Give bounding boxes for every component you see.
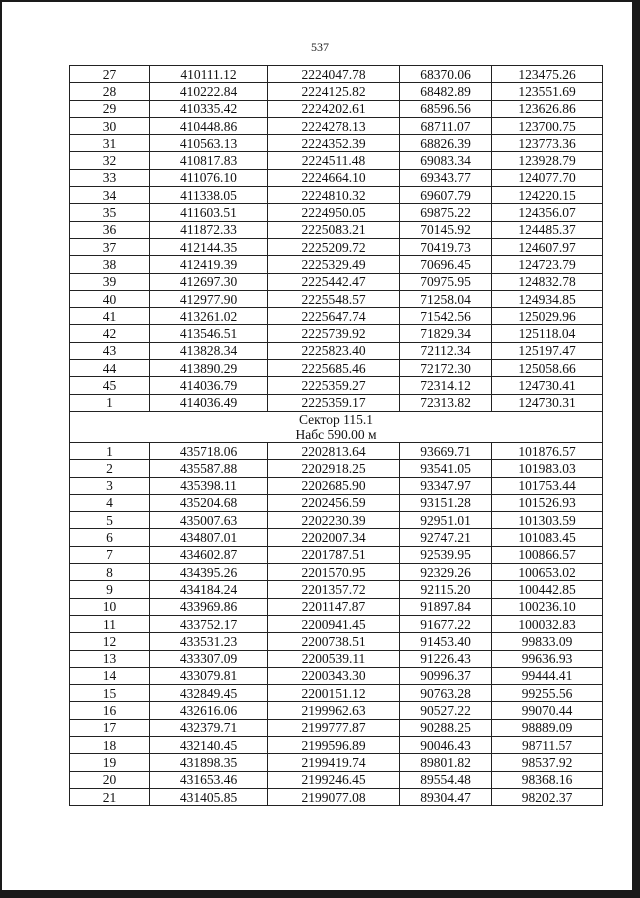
section-title: Сектор 115.1 xyxy=(298,411,373,427)
table-cell: 100032.83 xyxy=(492,615,603,632)
page-number: 537 xyxy=(311,40,329,54)
table-cell: 2225329.49 xyxy=(268,256,400,273)
table-cell: 2225359.27 xyxy=(268,377,400,394)
table-cell: 125118.04 xyxy=(492,325,603,342)
table-cell: 123551.69 xyxy=(492,83,603,100)
table-cell: 93151.28 xyxy=(400,494,492,511)
table-cell: 2224664.10 xyxy=(268,169,400,186)
table-cell: 20 xyxy=(70,771,150,788)
table-cell: 92329.26 xyxy=(400,564,492,581)
table-cell: 32 xyxy=(70,152,150,169)
table-cell: 414036.49 xyxy=(150,394,268,411)
table-cell: 100653.02 xyxy=(492,564,603,581)
table-cell: 42 xyxy=(70,325,150,342)
table-cell: 125197.47 xyxy=(492,342,603,359)
table-cell: 413828.34 xyxy=(150,342,268,359)
table-row xyxy=(70,581,603,598)
table-cell: 93541.05 xyxy=(400,460,492,477)
table-cell: 91677.22 xyxy=(400,615,492,632)
table-cell: 435718.06 xyxy=(150,442,268,459)
table-cell: 431653.46 xyxy=(150,771,268,788)
table-cell: 71542.56 xyxy=(400,308,492,325)
table-row xyxy=(70,494,603,511)
table-cell: 5 xyxy=(70,512,150,529)
table-row xyxy=(70,83,603,100)
table-cell: 37 xyxy=(70,238,150,255)
table-cell: 2199777.87 xyxy=(268,719,400,736)
table-row xyxy=(70,204,603,221)
table-cell: 431405.85 xyxy=(150,788,268,805)
table-cell: 433531.23 xyxy=(150,633,268,650)
table-cell: 89801.82 xyxy=(400,754,492,771)
table-cell: 410817.83 xyxy=(150,152,268,169)
table-row xyxy=(70,135,603,152)
section-header-row xyxy=(70,411,603,442)
table-cell: 411338.05 xyxy=(150,187,268,204)
table-cell: 2200738.51 xyxy=(268,633,400,650)
table-cell: 2201147.87 xyxy=(268,598,400,615)
table-cell: 2225442.47 xyxy=(268,273,400,290)
table-cell: 434602.87 xyxy=(150,546,268,563)
table-row xyxy=(70,598,603,615)
table-cell: 92747.21 xyxy=(400,529,492,546)
table-cell: 124730.31 xyxy=(492,394,603,411)
table-cell: 33 xyxy=(70,169,150,186)
table-cell: 90288.25 xyxy=(400,719,492,736)
table-cell: 2225083.21 xyxy=(268,221,400,238)
table-body-bottom xyxy=(70,442,603,805)
table-cell: 8 xyxy=(70,564,150,581)
table-cell: 3 xyxy=(70,477,150,494)
table-cell: 29 xyxy=(70,100,150,117)
table-cell: 411872.33 xyxy=(150,221,268,238)
table-row xyxy=(70,788,603,805)
table-row xyxy=(70,221,603,238)
table-row xyxy=(70,719,603,736)
table-cell: 1 xyxy=(70,394,150,411)
table-row xyxy=(70,477,603,494)
table-row xyxy=(70,546,603,563)
table-cell: 2199596.89 xyxy=(268,736,400,753)
table-cell: 70696.45 xyxy=(400,256,492,273)
table-cell: 2224950.05 xyxy=(268,204,400,221)
table-cell: 2225685.46 xyxy=(268,360,400,377)
table-cell: 411076.10 xyxy=(150,169,268,186)
coordinates-table xyxy=(69,65,603,806)
table-cell: 101083.45 xyxy=(492,529,603,546)
table-body-top xyxy=(70,66,603,412)
table-cell: 40 xyxy=(70,290,150,307)
table-cell: 432379.71 xyxy=(150,719,268,736)
table-cell: 71258.04 xyxy=(400,290,492,307)
table-cell: 123626.86 xyxy=(492,100,603,117)
table-cell: 2224511.48 xyxy=(268,152,400,169)
table-cell: 98711.57 xyxy=(492,736,603,753)
table-cell: 431898.35 xyxy=(150,754,268,771)
table-row xyxy=(70,650,603,667)
table-cell: 70145.92 xyxy=(400,221,492,238)
table-cell: 16 xyxy=(70,702,150,719)
table-row xyxy=(70,290,603,307)
table-cell: 124077.70 xyxy=(492,169,603,186)
table-cell: 71829.34 xyxy=(400,325,492,342)
table-cell: 101303.59 xyxy=(492,512,603,529)
table-cell: 69083.34 xyxy=(400,152,492,169)
table-cell: 2 xyxy=(70,460,150,477)
table-cell: 68711.07 xyxy=(400,117,492,134)
table-cell: 31 xyxy=(70,135,150,152)
table-cell: 433969.86 xyxy=(150,598,268,615)
table-row xyxy=(70,187,603,204)
table-cell: 68826.39 xyxy=(400,135,492,152)
table-row xyxy=(70,460,603,477)
table-cell: 2224202.61 xyxy=(268,100,400,117)
table-cell: 68370.06 xyxy=(400,66,492,83)
table-cell: 18 xyxy=(70,736,150,753)
section-header xyxy=(70,411,603,442)
table-row xyxy=(70,152,603,169)
table-cell: 13 xyxy=(70,650,150,667)
table-cell: 92115.20 xyxy=(400,581,492,598)
table-cell: 2200151.12 xyxy=(268,685,400,702)
table-cell: 14 xyxy=(70,667,150,684)
table-cell: 2224047.78 xyxy=(268,66,400,83)
table-cell: 411603.51 xyxy=(150,204,268,221)
table-cell: 68596.56 xyxy=(400,100,492,117)
table-cell: 2202813.64 xyxy=(268,442,400,459)
table-cell: 124832.78 xyxy=(492,273,603,290)
table-cell: 2225548.57 xyxy=(268,290,400,307)
table-cell: 101876.57 xyxy=(492,442,603,459)
table-cell: 432849.45 xyxy=(150,685,268,702)
table-cell: 93347.97 xyxy=(400,477,492,494)
table-row xyxy=(70,360,603,377)
table-cell: 2225739.92 xyxy=(268,325,400,342)
table-cell: 2224125.82 xyxy=(268,83,400,100)
table-cell: 2225209.72 xyxy=(268,238,400,255)
table-row xyxy=(70,377,603,394)
table-row xyxy=(70,633,603,650)
table-row xyxy=(70,736,603,753)
table-cell: 72313.82 xyxy=(400,394,492,411)
table-cell: 44 xyxy=(70,360,150,377)
table-row xyxy=(70,442,603,459)
table-cell: 38 xyxy=(70,256,150,273)
table-cell: 433752.17 xyxy=(150,615,268,632)
table-cell: 2201357.72 xyxy=(268,581,400,598)
table-cell: 21 xyxy=(70,788,150,805)
table-row xyxy=(70,117,603,134)
table-cell: 99444.41 xyxy=(492,667,603,684)
table-cell: 98368.16 xyxy=(492,771,603,788)
table-cell: 99255.56 xyxy=(492,685,603,702)
table-row xyxy=(70,256,603,273)
table-cell: 2202230.39 xyxy=(268,512,400,529)
table-cell: 434395.26 xyxy=(150,564,268,581)
table-cell: 2199419.74 xyxy=(268,754,400,771)
table-cell: 2225647.74 xyxy=(268,308,400,325)
table-cell: 434184.24 xyxy=(150,581,268,598)
table-cell: 91226.43 xyxy=(400,650,492,667)
table-cell: 4 xyxy=(70,494,150,511)
table-cell: 30 xyxy=(70,117,150,134)
table-cell: 89304.47 xyxy=(400,788,492,805)
table-row xyxy=(70,66,603,83)
table-cell: 45 xyxy=(70,377,150,394)
table-cell: 28 xyxy=(70,83,150,100)
table-row xyxy=(70,615,603,632)
section-subtitle: Набс 590.00 м xyxy=(295,426,377,442)
table-cell: 435587.88 xyxy=(150,460,268,477)
table-cell: 433307.09 xyxy=(150,650,268,667)
table-cell: 124356.07 xyxy=(492,204,603,221)
table-row xyxy=(70,273,603,290)
table-cell: 2200941.45 xyxy=(268,615,400,632)
table-cell: 123475.26 xyxy=(492,66,603,83)
table-cell: 413546.51 xyxy=(150,325,268,342)
table-cell: 124934.85 xyxy=(492,290,603,307)
table-cell: 90527.22 xyxy=(400,702,492,719)
table-cell: 413890.29 xyxy=(150,360,268,377)
table-cell: 100236.10 xyxy=(492,598,603,615)
table-cell: 39 xyxy=(70,273,150,290)
table-cell: 412419.39 xyxy=(150,256,268,273)
table-row xyxy=(70,685,603,702)
table-cell: 69875.22 xyxy=(400,204,492,221)
table-row xyxy=(70,754,603,771)
table-cell: 72314.12 xyxy=(400,377,492,394)
table-cell: 124220.15 xyxy=(492,187,603,204)
table-cell: 72172.30 xyxy=(400,360,492,377)
table-cell: 92539.95 xyxy=(400,546,492,563)
table-cell: 125058.66 xyxy=(492,360,603,377)
table-cell: 6 xyxy=(70,529,150,546)
table-cell: 410563.13 xyxy=(150,135,268,152)
table-cell: 2225359.17 xyxy=(268,394,400,411)
table-cell: 2224352.39 xyxy=(268,135,400,152)
table-cell: 34 xyxy=(70,187,150,204)
table-cell: 101983.03 xyxy=(492,460,603,477)
table-cell: 11 xyxy=(70,615,150,632)
table-cell: 7 xyxy=(70,546,150,563)
table-cell: 413261.02 xyxy=(150,308,268,325)
table-cell: 414036.79 xyxy=(150,377,268,394)
section-header-body xyxy=(70,411,603,442)
table-cell: 2199077.08 xyxy=(268,788,400,805)
table-cell: 123773.36 xyxy=(492,135,603,152)
table-row xyxy=(70,100,603,117)
table-cell: 68482.89 xyxy=(400,83,492,100)
table-cell: 99636.93 xyxy=(492,650,603,667)
table-cell: 410448.86 xyxy=(150,117,268,134)
table-cell: 98202.37 xyxy=(492,788,603,805)
table-cell: 92951.01 xyxy=(400,512,492,529)
table-cell: 2224278.13 xyxy=(268,117,400,134)
table-cell: 124730.41 xyxy=(492,377,603,394)
table-cell: 2202918.25 xyxy=(268,460,400,477)
table-cell: 2199246.45 xyxy=(268,771,400,788)
table-cell: 410222.84 xyxy=(150,83,268,100)
table-cell: 90046.43 xyxy=(400,736,492,753)
table-cell: 19 xyxy=(70,754,150,771)
table-cell: 435398.11 xyxy=(150,477,268,494)
table-cell: 36 xyxy=(70,221,150,238)
table-cell: 432616.06 xyxy=(150,702,268,719)
table-cell: 434807.01 xyxy=(150,529,268,546)
table-cell: 9 xyxy=(70,581,150,598)
table-cell: 90996.37 xyxy=(400,667,492,684)
table-cell: 90763.28 xyxy=(400,685,492,702)
table-row xyxy=(70,771,603,788)
table-row xyxy=(70,238,603,255)
table-cell: 124607.97 xyxy=(492,238,603,255)
table-cell: 2225823.40 xyxy=(268,342,400,359)
table-cell: 41 xyxy=(70,308,150,325)
table-row xyxy=(70,529,603,546)
table-cell: 70419.73 xyxy=(400,238,492,255)
table-cell: 410111.12 xyxy=(150,66,268,83)
table-cell: 123700.75 xyxy=(492,117,603,134)
table-cell: 410335.42 xyxy=(150,100,268,117)
table-cell: 93669.71 xyxy=(400,442,492,459)
table-cell: 2200343.30 xyxy=(268,667,400,684)
table-cell: 72112.34 xyxy=(400,342,492,359)
table-cell: 2201787.51 xyxy=(268,546,400,563)
table-cell: 17 xyxy=(70,719,150,736)
table-cell: 2224810.32 xyxy=(268,187,400,204)
table-row xyxy=(70,702,603,719)
table-row xyxy=(70,667,603,684)
table-cell: 99070.44 xyxy=(492,702,603,719)
table-row xyxy=(70,342,603,359)
table-cell: 10 xyxy=(70,598,150,615)
table-cell: 98889.09 xyxy=(492,719,603,736)
table-cell: 100866.57 xyxy=(492,546,603,563)
table-cell: 2202007.34 xyxy=(268,529,400,546)
table-cell: 2202456.59 xyxy=(268,494,400,511)
table-cell: 100442.85 xyxy=(492,581,603,598)
table-cell: 99833.09 xyxy=(492,633,603,650)
table-cell: 124723.79 xyxy=(492,256,603,273)
table-cell: 412144.35 xyxy=(150,238,268,255)
table-cell: 412977.90 xyxy=(150,290,268,307)
table-cell: 1 xyxy=(70,442,150,459)
table-cell: 435204.68 xyxy=(150,494,268,511)
table-cell: 432140.45 xyxy=(150,736,268,753)
table-row xyxy=(70,308,603,325)
table-row xyxy=(70,169,603,186)
table-cell: 70975.95 xyxy=(400,273,492,290)
table-cell: 98537.92 xyxy=(492,754,603,771)
table-cell: 91897.84 xyxy=(400,598,492,615)
table-cell: 91453.40 xyxy=(400,633,492,650)
table-row xyxy=(70,325,603,342)
table-cell: 89554.48 xyxy=(400,771,492,788)
table-cell: 435007.63 xyxy=(150,512,268,529)
table-row xyxy=(70,564,603,581)
table-cell: 124485.37 xyxy=(492,221,603,238)
table-cell: 101753.44 xyxy=(492,477,603,494)
table-cell: 2200539.11 xyxy=(268,650,400,667)
table-cell: 2202685.90 xyxy=(268,477,400,494)
table-cell: 69607.79 xyxy=(400,187,492,204)
table-cell: 101526.93 xyxy=(492,494,603,511)
table-cell: 27 xyxy=(70,66,150,83)
table-cell: 12 xyxy=(70,633,150,650)
table-row xyxy=(70,512,603,529)
table-cell: 43 xyxy=(70,342,150,359)
table-cell: 123928.79 xyxy=(492,152,603,169)
table-cell: 412697.30 xyxy=(150,273,268,290)
table-cell: 433079.81 xyxy=(150,667,268,684)
table-cell: 2201570.95 xyxy=(268,564,400,581)
table-cell: 15 xyxy=(70,685,150,702)
table-cell: 35 xyxy=(70,204,150,221)
table-cell: 125029.96 xyxy=(492,308,603,325)
table-cell: 69343.77 xyxy=(400,169,492,186)
table-cell: 2199962.63 xyxy=(268,702,400,719)
table-row xyxy=(70,394,603,411)
